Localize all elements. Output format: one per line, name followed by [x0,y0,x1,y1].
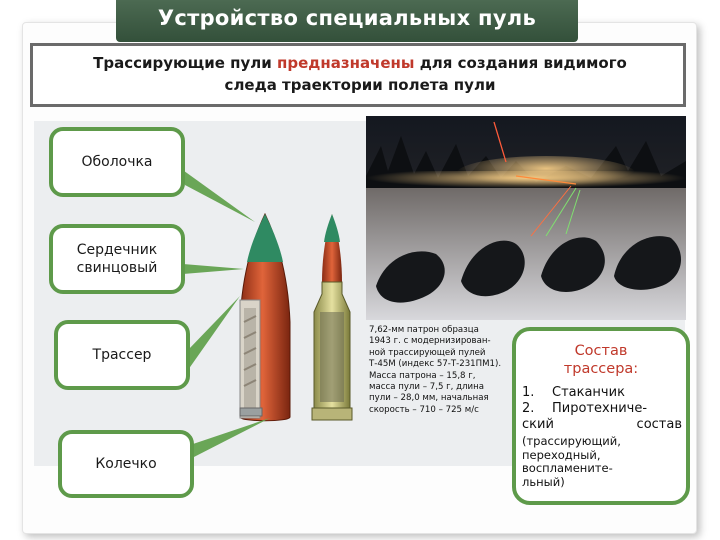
spec-line: Масса патрона – 15,8 г, [369,370,476,381]
composition-title [512,342,690,378]
composition-title-line2: трассера: [563,361,639,377]
spec-line: масса пули – 7,5 г, длина [369,382,485,393]
subtitle-highlight: предназначены [276,54,415,72]
callout-shell [49,127,185,197]
composition-list [522,385,682,433]
subtitle-line2: следа траектории полета пули [224,76,496,94]
composition-title-line1: Состав [574,343,628,359]
composition-note [522,435,682,489]
composition-item-1 [522,385,682,401]
note-line: воспламените- [522,461,613,475]
spec-line: ной трассирующей пулей [369,347,486,358]
callout-shell-label: Оболочка [81,154,153,170]
spec-line: 7,62-мм патрон образца [369,325,479,335]
callout-core-line2: свинцовый [76,260,158,276]
subtitle-part2: для создания видимого [414,54,627,72]
spec-line: скорость – 710 – 725 м/с [369,404,479,415]
spec-line: пули – 28,0 мм, начальная [369,393,489,404]
composition-item-2 [522,401,682,417]
callout-tracer [54,320,190,390]
note-line: льный) [522,474,565,489]
note-line: (трассирующий, [522,434,621,448]
subtitle-part1: Трассирующие пули [93,54,277,72]
item-label-cont: ский [522,417,554,432]
spec-line: 1943 г. с модернизирован- [369,336,491,347]
item-label: Стаканчик [552,385,625,400]
composition-item-2-cont [522,417,682,433]
item-number: 2. [522,401,535,416]
callout-ring-label: Колечко [95,456,157,472]
item-number: 1. [522,385,535,400]
spec-line: Т-45М (индекс 57-Т-231ПМ1). [369,359,502,370]
item-label: Пиротехниче- [552,401,648,416]
slide-title: Устройство специальных пуль [157,6,537,30]
callout-core [49,224,185,294]
note-line: переходный, [522,447,601,462]
callout-tracer-label: Трассер [92,347,152,363]
callout-ring [58,430,194,498]
item-label-cont2: состав [636,417,682,432]
cartridge-spec-text [369,325,519,416]
callout-core-line1: Сердечник [76,242,158,258]
